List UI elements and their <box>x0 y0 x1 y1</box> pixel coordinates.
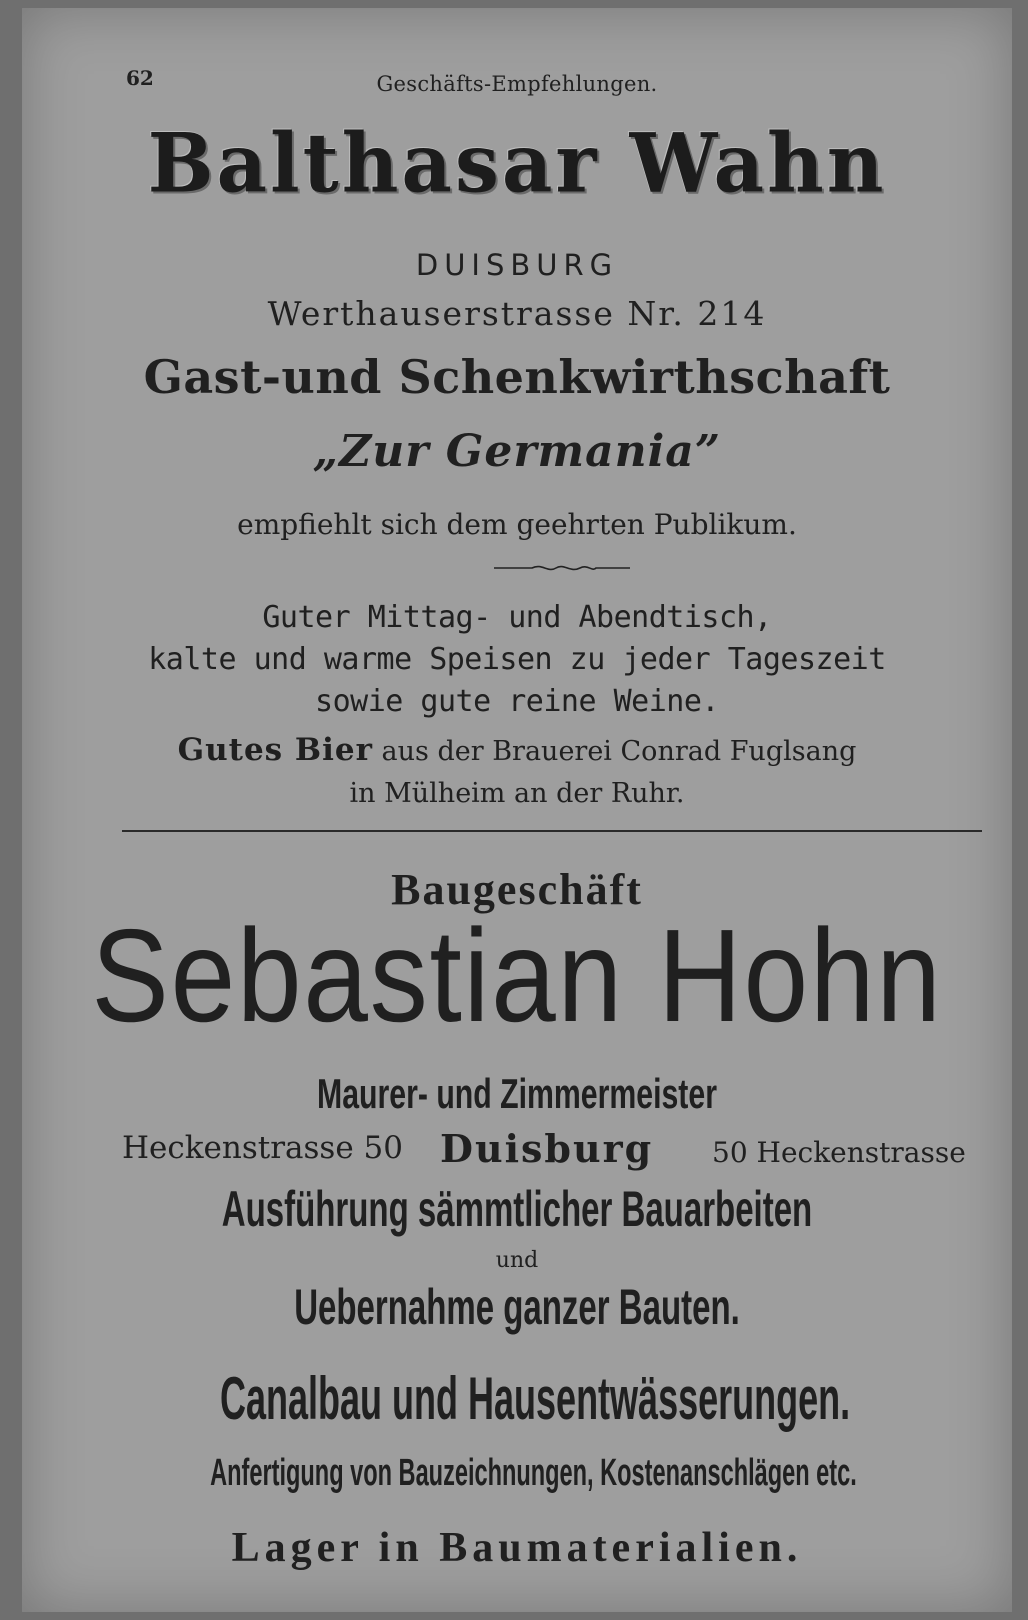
ad2-service-1: Ausführung sämmtlicher Bauarbeiten <box>221 1181 813 1237</box>
ad2-service-3: Canalbau und Hausentwässerungen. <box>220 1365 851 1432</box>
ad1-beer-bold: Gutes Bier <box>177 732 373 768</box>
ad1-beer-origin: in Mülheim an der Ruhr. <box>349 778 685 809</box>
ad2-address-left: Heckenstrasse 50 <box>122 1130 403 1166</box>
ad1-menu-line: sowie gute reine Weine. <box>315 684 719 719</box>
ad2-service-4: Anfertigung von Bauzeichnungen, Kostenanschlägen etc. <box>210 1452 857 1494</box>
ad2-service-5: Lager in Baumaterialien. <box>231 1525 803 1571</box>
ad2-service-2: Uebernahme ganzer Bauten. <box>294 1279 740 1335</box>
ad2-company-name: Sebastian Hohn <box>91 902 943 1049</box>
ad1-inn-name: „Zur Germania” <box>312 426 722 477</box>
running-header: Geschäfts-Empfehlungen. <box>376 72 658 96</box>
ad1-beer-brewery: aus der Brauerei Conrad Fuglsang <box>372 736 857 767</box>
ad2-connector: und <box>495 1248 539 1273</box>
ad1-menu-line: kalte und warme Speisen zu jeder Tageszeit <box>148 642 886 677</box>
ad2-trade: Maurer- und Zimmermeister <box>317 1070 717 1117</box>
section-divider <box>122 830 982 832</box>
ad2-address-city: Duisburg <box>440 1126 654 1171</box>
ad2-address-right: 50 Heckenstrasse <box>712 1136 966 1169</box>
ad1-recommendation: empfiehlt sich dem geehrten Publikum. <box>237 508 797 541</box>
ad1-menu-line: Guter Mittag- und Abendtisch, <box>262 600 772 635</box>
ad1-proprietor-name: Balthasar Wahn <box>147 115 887 212</box>
ad1-beer-line <box>22 732 1012 768</box>
ad1-business-type: Gast-und Schenkwirthschaft <box>143 350 891 404</box>
ad2-heading: Baugeschäft <box>391 865 643 914</box>
book-page <box>22 8 1012 1612</box>
ad1-city: DUISBURG <box>415 248 619 282</box>
ad1-street: Werthauserstrasse Nr. 214 <box>267 294 767 333</box>
page-number: 62 <box>126 66 154 90</box>
ornament-divider <box>492 561 632 575</box>
